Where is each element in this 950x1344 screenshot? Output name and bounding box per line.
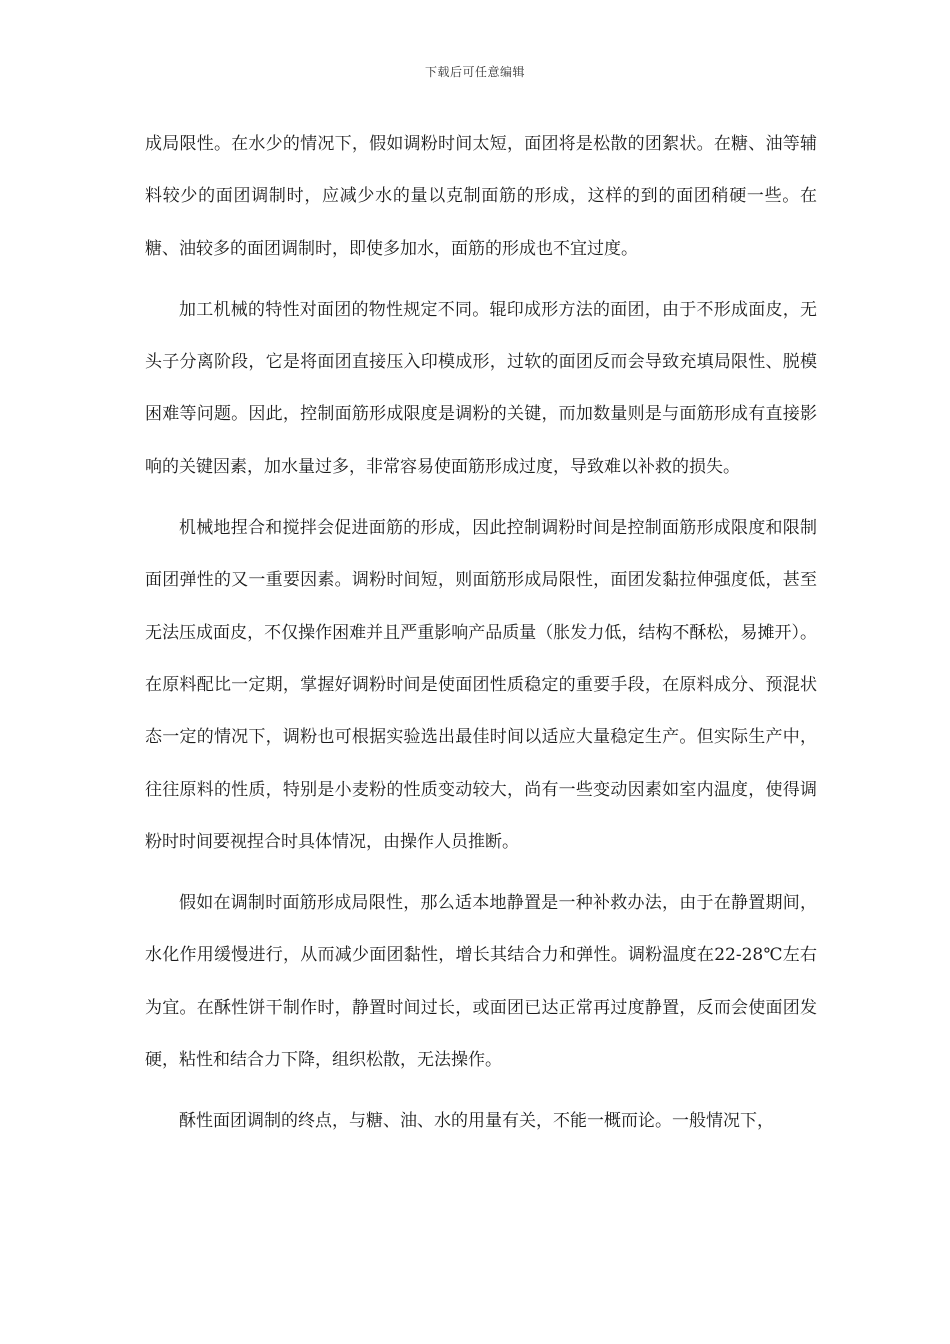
paragraph-3: 机械地捏合和搅拌会促进面筋的形成，因此控制调粉时间是控制面筋形成限度和限制面团弹性的又一重要因素。调粉时间短，则面筋形成局限性，面团发黏拉伸强度低，甚至无法压成面皮，不仅操作困难并且严重影响产品质量（胀发力低，结构不酥松，易摊开）。在原料配比一定期，掌握好调粉时间是使面团性质稳定的重要手段，在原料成分、预混状态一定的情况下，调粉也可根据实验选出最佳时间以适应大量稳定生产。但实际生产中，往往原料的性质，特别是小麦粉的性质变动较大，尚有一些变动因素如室内温度，使得调粉时时间要视捏合时具体情况，由操作人员推断。 (145, 518, 817, 852)
paragraph-2: 加工机械的特性对面团的物性规定不同。辊印成形方法的面团，由于不形成面皮，无头子分离阶段，它是将面团直接压入印模成形，过软的面团反而会导致充填局限性、脱模困难等问题。因此，控制面筋形成限度是调粉的关键，而加数量则是与面筋形成有直接影响的关键因素，加水量过多，非常容易使面筋形成过度，导致难以补救的损失。 (145, 299, 817, 477)
paragraph-4: 假如在调制时面筋形成局限性，那么适本地静置是一种补救办法，由于在静置期间，水化作用缓慢进行，从而减少面团黏性，增长其结合力和弹性。调粉温度在22-28℃左右为宜。在酥性饼干制作时，静置时间过长，或面团已达正常再过度静置，反而会使面团发硬，粘性和结合力下降，组织松散，无法操作。 (145, 893, 817, 1071)
paragraph-1: 成局限性。在水少的情况下，假如调粉时间太短，面团将是松散的团絮状。在糖、油等辅料较少的面团调制时，应减少水的量以克制面筋的形成，这样的到的面团稍硬一些。在糖、油较多的面团调制时，即使多加水，面筋的形成也不宜过度。 (145, 134, 817, 259)
document-body (145, 118, 817, 1148)
paragraph-5: 酥性面团调制的终点，与糖、油、水的用量有关，不能一概而论。一般情况下， (179, 1111, 774, 1132)
page-header: 下载后可任意编辑 (424, 65, 525, 79)
